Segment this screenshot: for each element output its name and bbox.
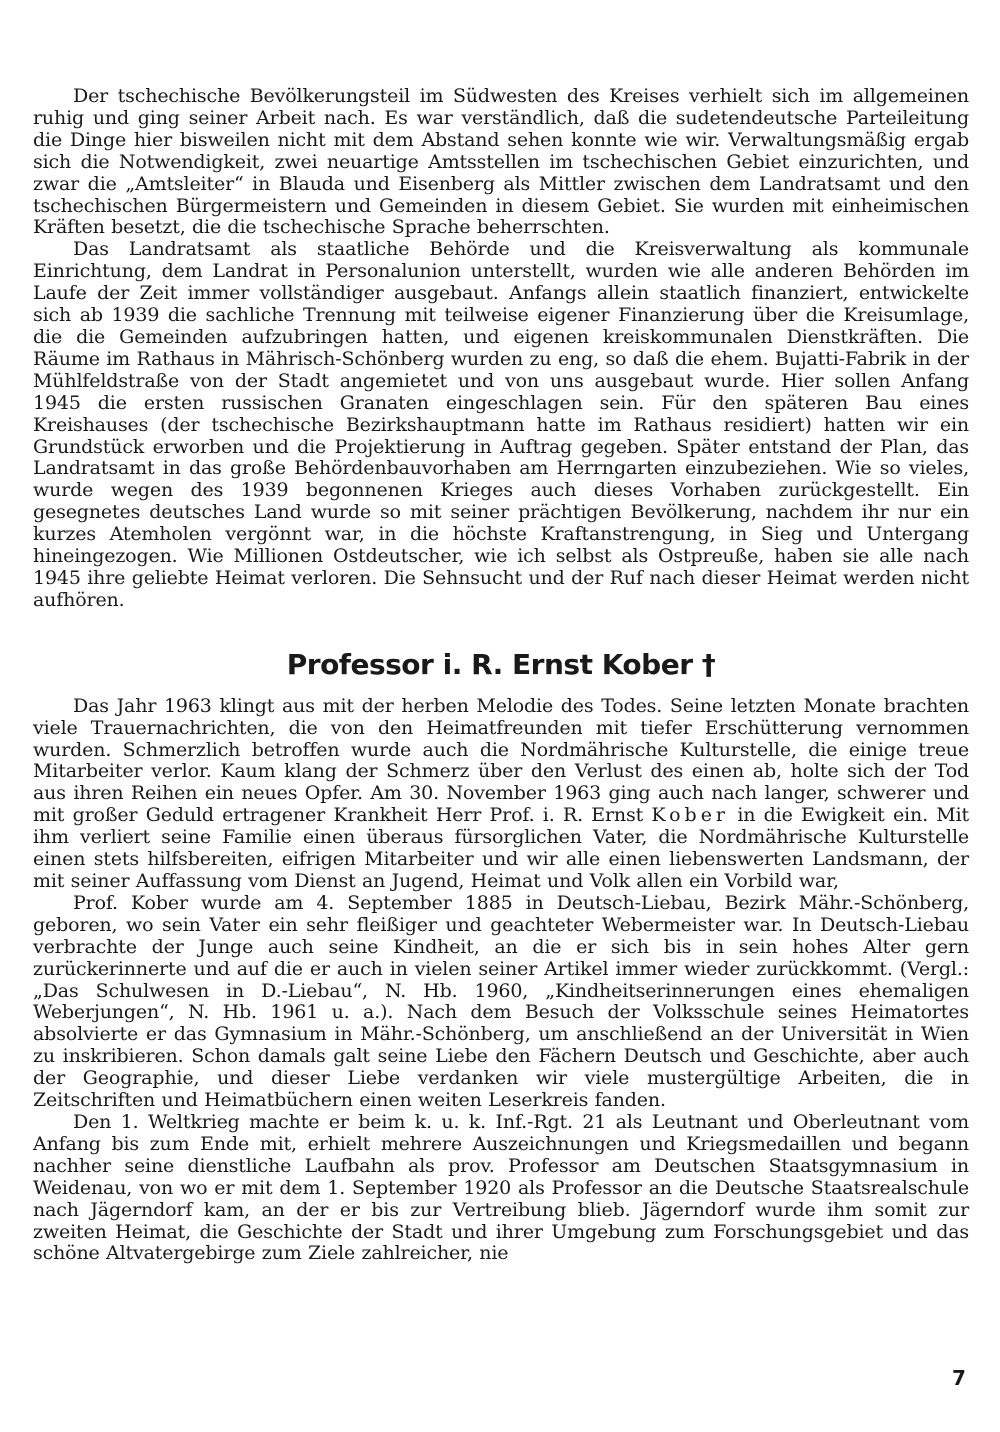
obituary-heading: Professor i. R. Ernst Kober † [286, 647, 716, 681]
document-page [33, 86, 969, 1265]
obituary-intro-text-end: in die Ewigkeit ein. Mit ihm verliert seine Familie einen überaus fürsorglichen Vater, die Nordmährische Kulturstelle einen stets hilfsbereiten, eifrigen Mitarbeiter und wir alle einen liebenswerten Landsmann, der mit seiner Auffassung vom Dienst an Jugend, Heimat und Volk allen ein Vorbild war, [33, 804, 969, 892]
spaced-surname: Kober [651, 804, 730, 827]
paragraph-biography: Prof. Kober wurde am 4. September 1885 in Deutsch-Liebau, Bezirk Mähr.-Schönberg, geboren, wo sein Vater ein sehr fleißiger und geachteter Webermeister war. In Deutsch-Liebau verbrachte der Junge auch seine Kindheit, an die er sich bis in sein hohes Alter gern zurückerinnerte und auf die er auch in vielen seiner Artikel immer wieder zurückkommt. (Vergl.: „Das Schulwesen in D.-Liebau“, N. Hb. 1960, „Kindheitserinnerungen eines ehemaligen Weberjungen“, N. Hb. 1961 u. a.). Nach dem Besuch der Volksschule seines Heimatortes absolvierte er das Gymnasium in Mähr.-Schönberg, um anschließend an der Universität in Wien zu inskribieren. Schon damals galt seine Liebe den Fächern Deutsch und Geschichte, aber auch der Geographie, und dieser Liebe verdanken wir viele mustergültige Arbeiten, die in Zeitschriften und Heimatbüchern einen weiten Leserkreis fanden. [33, 891, 969, 1112]
paragraph-landratsamt: Das Landratsamt als staatliche Behörde und die Kreisverwaltung als kommunale Einrichtung, dem Landrat in Personalunion unterstellt, wurden wie alle anderen Behörden im Laufe der Zeit immer vollständiger ausgebaut. Anfangs allein staatlich finanziert, entwickelte sich ab 1939 die sachliche Trennung mit teilweise eigener Finanzierung über die Kreisumlage, die die Gemeinden aufzubringen hatten, und eigenen kreiskommunalen Dienstkräften. Die Räume im Rathaus in Mährisch-Schönberg wurden zu eng, so daß die ehem. Bujatti-Fabrik in der Mühlfeldstraße von der Stadt angemietet und von uns ausgebaut wurde. Hier sollen Anfang 1945 die ersten russischen Granaten eingeschlagen sein. Für den späteren Bau eines Kreishauses (der tschechische Bezirkshauptmann hatte im Rathaus residiert) hatten wir ein Grundstück erworben und die Projektierung in Auftrag gegeben. Später entstand der Plan, das Landratsamt in das große Behördenbauvorhaben am Herrngarten einzubeziehen. Wie so vieles, wurde wegen des 1939 begonnenen Krieges auch dieses Vorhaben zurückgestellt. Ein gesegnetes deutsches Land wurde so mit seiner prächtigen Bevölkerung, nachdem ihr nur ein kurzes Atemholen vergönnt war, in die höchste Kraftanstrengung, in Sieg und Untergang hineingezogen. Wie Millionen Ostdeutscher, wie ich selbst als Ostpreuße, haben sie alle nach 1945 ihre geliebte Heimat verloren. Die Sehnsucht und der Ruf nach dieser Heimat werden nicht aufhören. [33, 238, 969, 611]
obituary-intro-text-start: Das Jahr 1963 klingt aus mit der herben Melodie des Todes. Seine letzten Monate brachten viele Trauernachrichten, die von den Heimatfreunden mit tiefer Erschütterung vernommen wurden. Schmerzlich betroffen wurde auch die Nordmährische Kulturstelle, die einige treue Mitarbeiter verlor. Kaum klang der Schmerz über den Verlust des einen ab, holte sich der Tod aus ihren Reihen ein neues Opfer. Am 30. November 1963 ging auch nach langer, schwerer und mit großer Geduld ertragener Krankheit Herr Prof. i. R. Ernst [33, 694, 969, 827]
paragraph-czech-population: Der tschechische Bevölkerungsteil im Südwesten des Kreises verhielt sich im allgemeinen ruhig und ging seiner Arbeit nach. Es war verständlich, daß die sudetendeutsche Parteileitung die Dinge hier bisweilen nicht mit dem Abstand sehen konnte wie wir. Verwaltungsmäßig ergab sich die Notwendigkeit, zwei neuartige Amtsstellen im tschechischen Gebiet einzurichten, und zwar die „Amtsleiter“ in Blauda und Eisenberg als Mittler zwischen dem Landratsamt und den tschechischen Bürgermeistern und Gemeinden in diesem Gebiet. Sie wurden mit einheimischen Kräften besetzt, die die tschechische Sprache beherrschten. [33, 85, 969, 239]
paragraph-career: Den 1. Weltkrieg machte er beim k. u. k. Inf.-Rgt. 21 als Leutnant und Oberleutnant vom Anfang bis zum Ende mit, erhielt mehrere Auszeichnungen und Kriegsmedaillen und begann nachher seine dienstliche Laufbahn als prov. Professor am Deutschen Staatsgymnasium in Weidenau, von wo er mit dem 1. September 1920 als Professor an die Deutsche Staatsrealschule nach Jägerndorf kam, an der er bis zur Vertreibung blieb. Jägerndorf wurde ihm somit zur zweiten Heimat, die Geschichte der Stadt und ihrer Umgebung zum Forschungsgebiet und das schöne Altvatergebirge zum Ziele zahlreicher, nie [33, 1110, 969, 1265]
page-number: 7 [952, 1366, 966, 1390]
paragraph-obituary-intro [33, 696, 969, 893]
